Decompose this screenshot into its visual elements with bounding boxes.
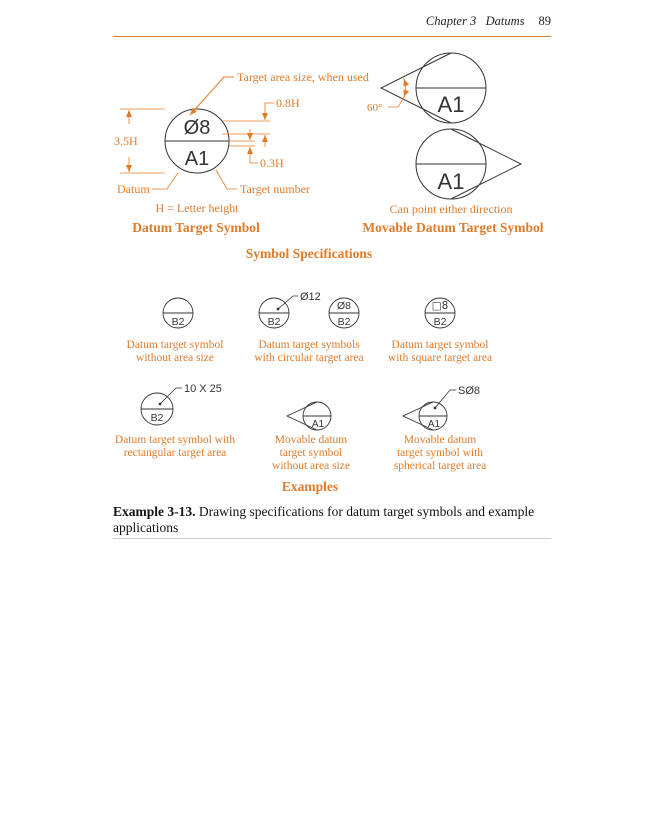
- example-6: [394, 385, 486, 472]
- angle-arrow-up: [404, 79, 405, 82]
- letter-height-note: H = Letter height: [155, 201, 239, 215]
- section-label: Datums: [485, 14, 525, 28]
- ex2a-leader-dot: [277, 308, 280, 311]
- height-upper-label: 0.8H: [276, 96, 300, 110]
- ex3-caption-line1: Datum target symbol: [391, 339, 489, 351]
- lower-label-leader: [250, 158, 258, 163]
- ex2a-leader-value: Ø12: [300, 291, 321, 303]
- movable-value-top: A1: [437, 92, 465, 117]
- ex4-leader-dot: [159, 403, 162, 406]
- ex3-value: B2: [433, 316, 447, 328]
- ex6-caption-line2: target symbol with: [396, 447, 484, 459]
- chapter-label: Chapter 3: [425, 14, 477, 28]
- ex4-caption-line1: Datum target symbol with: [114, 434, 236, 446]
- ex5-value: A1: [311, 419, 325, 430]
- movable-value-bottom: A1: [437, 169, 465, 194]
- target-number-label: Target number: [240, 182, 310, 196]
- datum-label: Datum: [117, 182, 150, 196]
- ex2-caption-line2: with circular target area: [254, 352, 364, 364]
- ex3-caption-line2: with square target area: [387, 352, 493, 364]
- ex6-leader-value: SØ8: [458, 385, 481, 397]
- example-2: [254, 291, 363, 364]
- ex1-caption-line2: without area size: [136, 352, 214, 364]
- spec-area-value: Ø8: [183, 117, 211, 139]
- example-4: [115, 383, 235, 459]
- caption-rule: [113, 538, 551, 539]
- example-3: [388, 298, 492, 364]
- angle-label: 60°: [367, 102, 383, 114]
- ex4-caption-line2: rectangular target area: [123, 447, 227, 459]
- ex2b-area: Ø8: [336, 300, 352, 312]
- ex5-caption-line2: target symbol: [279, 447, 343, 459]
- movable-datum-target-spec: [362, 53, 543, 235]
- ex6-leader-dot: [434, 407, 437, 410]
- angle-arrow-down: [404, 94, 405, 97]
- caption-label: Example 3-13.: [113, 504, 196, 519]
- ex3-area: □8: [431, 300, 449, 312]
- datum-leader: [152, 173, 178, 189]
- figure-caption: [113, 504, 553, 536]
- example-5: [272, 402, 350, 472]
- movable-target-heading: Movable Datum Target Symbol: [362, 220, 544, 235]
- ex1-caption-line1: Datum target symbol: [126, 339, 224, 351]
- ex4-leader-value: 10 X 25: [184, 383, 222, 395]
- upper-label-leader: [265, 103, 274, 108]
- page-number: 89: [538, 14, 551, 28]
- target-number-leader: [216, 170, 237, 189]
- ex2a-value: B2: [267, 316, 281, 328]
- ex2b-value: B2: [337, 316, 351, 328]
- symbol-specifications-heading: Symbol Specifications: [245, 246, 373, 261]
- datum-target-symbol-spec: [114, 70, 369, 235]
- spec-datum-value: A1: [184, 148, 210, 170]
- example-1: [127, 298, 224, 364]
- ex6-leader: [435, 390, 456, 408]
- datum-target-heading: Datum Target Symbol: [132, 220, 260, 235]
- examples-heading: Examples: [281, 479, 339, 494]
- area-size-label: Target area size, when used: [237, 70, 369, 84]
- ex2-caption-line1: Datum target symbols: [258, 339, 360, 351]
- ex6-value: A1: [427, 419, 441, 430]
- ex6-caption-line3: spherical target area: [393, 460, 487, 472]
- height-total-label: 3.5H: [114, 134, 138, 148]
- ex5-caption-line1: Movable datum: [274, 434, 348, 446]
- height-lower-label: 0.3H: [260, 156, 284, 170]
- ex6-caption-line1: Movable datum: [403, 434, 477, 446]
- ex4-value: B2: [150, 412, 164, 424]
- direction-note: Can point either direction: [389, 202, 513, 216]
- ex5-caption-line3: without area size: [272, 460, 350, 472]
- caption-text: Drawing specifications for datum target symbols and example applications: [113, 504, 535, 535]
- angle-leader: [388, 99, 403, 107]
- ex1-value: B2: [171, 316, 185, 328]
